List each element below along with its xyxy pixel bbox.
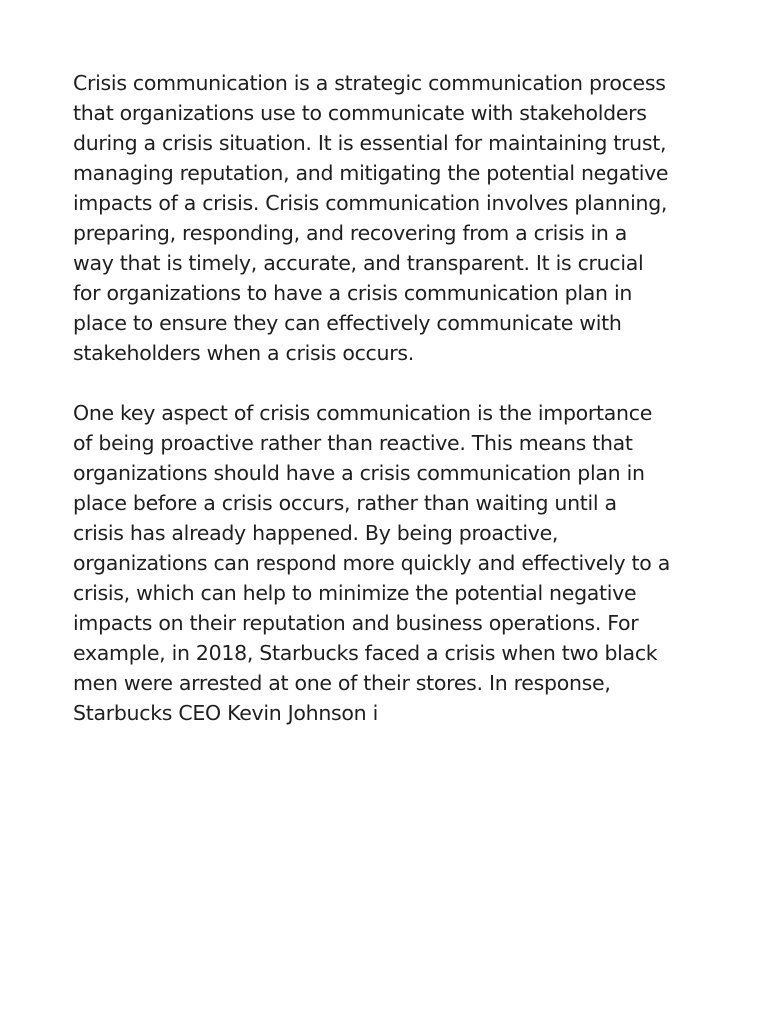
text-line: men were arrested at one of their stores. In response, xyxy=(73,671,611,695)
text-line: that organizations use to communicate with stakeholders xyxy=(73,101,647,125)
text-line: during a crisis situation. It is essential for maintaining trust, xyxy=(73,131,667,155)
text-line: organizations should have a crisis communication plan in xyxy=(73,461,645,485)
text-line: crisis has already happened. By being proactive, xyxy=(73,521,559,545)
text-line: preparing, responding, and recovering from a crisis in a xyxy=(73,221,628,245)
text-line: way that is timely, accurate, and transparent. It is crucial xyxy=(73,251,644,275)
text-line: place to ensure they can effectively communicate with xyxy=(73,311,622,335)
text-line: for organizations to have a crisis communication plan in xyxy=(73,281,633,305)
document-page xyxy=(73,68,703,758)
text-line: example, in 2018, Starbucks faced a crisis when two black xyxy=(73,641,658,665)
paragraph-1 xyxy=(73,68,703,368)
paragraph-2 xyxy=(73,398,703,728)
text-line: organizations can respond more quickly and effectively to a xyxy=(73,551,670,575)
text-line: place before a crisis occurs, rather than waiting until a xyxy=(73,491,617,515)
text-line: Starbucks CEO Kevin Johnson i xyxy=(73,701,378,725)
text-line: of being proactive rather than reactive. This means that xyxy=(73,431,633,455)
text-line: impacts of a crisis. Crisis communication involves planning, xyxy=(73,191,668,215)
text-line: stakeholders when a crisis occurs. xyxy=(73,341,414,365)
text-line: One key aspect of crisis communication is the importance xyxy=(73,401,653,425)
text-line: crisis, which can help to minimize the potential negative xyxy=(73,581,637,605)
text-line: managing reputation, and mitigating the potential negative xyxy=(73,161,669,185)
text-line: impacts on their reputation and business operations. For xyxy=(73,611,639,635)
text-line: Crisis communication is a strategic communication process xyxy=(73,71,666,95)
